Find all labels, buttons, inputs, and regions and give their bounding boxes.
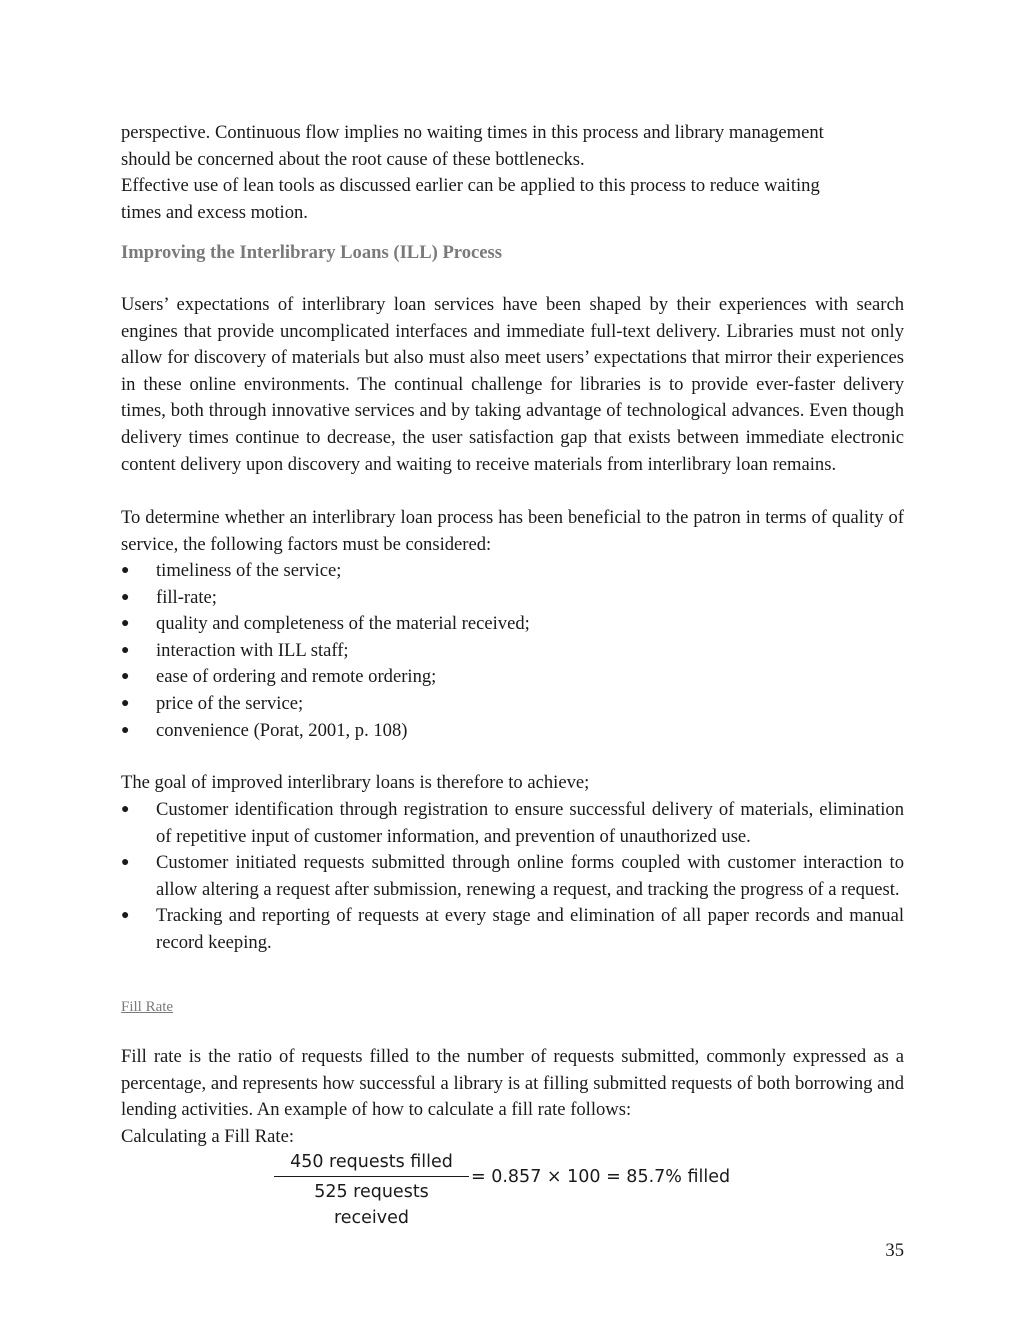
formula-denominator: 525 requests received	[314, 1182, 429, 1229]
intro-paragraph: Users’ expectations of interlibrary loan services have been shaped by their experiences with search engines that provide uncomplicated interfaces and immediate full-text delivery. Libraries must not only allow for discovery of materials but also must also meet users’ expectations that mirror their experiences in these online environments. The continual challenge for libraries is to provide ever-faster delivery times, both through innovative services and by taking advantage of technological advances. Even though delivery times continue to decrease, the user satisfaction gap that exists between immediate electronic content delivery upon discovery and waiting to receive materials from interlibrary loan remains.	[121, 294, 904, 475]
list-item: ● convenience (Porat, 2001, p. 108)	[121, 718, 904, 745]
factors-intro: To determine whether an interlibrary loan process has been beneficial to the patron in terms of quality of service, the following factors must be considered:	[121, 507, 904, 555]
bullet-icon: ●	[121, 563, 130, 578]
list-item: ● price of the service;	[121, 691, 904, 718]
top-paragraph-line: should be concerned about the root cause of these bottlenecks.	[121, 148, 585, 170]
top-paragraph-line: Effective use of lean tools as discussed earlier can be applied to this process to reduce waiting	[121, 175, 820, 197]
bullet-icon: ●	[121, 802, 130, 817]
list-item: ● fill-rate;	[121, 585, 904, 612]
list-item: ● Customer identification through registration to ensure successful delivery of materials, elimination of repetitive input of customer information, and prevention of unauthorized use.	[121, 799, 904, 847]
list-item: ● Customer initiated requests submitted through online forms coupled with customer interaction to allow altering a request after submission, renewing a request, and tracking the progress of a request.	[121, 852, 904, 900]
bullet-icon: ●	[121, 589, 130, 605]
bullet-icon: ●	[121, 722, 130, 738]
fill-rate-heading: Fill Rate	[121, 999, 174, 1015]
list-item: ● ease of ordering and remote ordering;	[121, 664, 904, 691]
goal-intro: The goal of improved interlibrary loans is therefore to achieve;	[121, 772, 590, 793]
fraction-bar	[274, 1176, 469, 1177]
fill-rate-paragraph: Fill rate is the ratio of requests filled to the number of requests submitted, commonly expressed as a percentage, and represents how successful a library is at filling submitted requests of both borrowing and lending activities. An example of how to calculate a fill rate follows:	[121, 1046, 904, 1121]
list-item: ● quality and completeness of the material received;	[121, 611, 904, 638]
list-item: ● interaction with ILL staff;	[121, 638, 904, 665]
top-paragraph-line: times and excess motion.	[121, 201, 308, 223]
bullet-icon: ●	[121, 855, 130, 871]
calc-label: Calculating a Fill Rate:	[121, 1126, 294, 1147]
top-paragraph	[121, 120, 904, 226]
factors-list	[121, 558, 904, 744]
bullet-icon: ●	[121, 642, 130, 658]
formula-result: = 0.857 × 100 = 85.7% filled	[471, 1167, 731, 1187]
bullet-icon: ●	[121, 669, 130, 685]
section-heading: Improving the Interlibrary Loans (ILL) Process	[121, 242, 502, 263]
goals-list	[121, 797, 904, 957]
bullet-icon: ●	[121, 616, 130, 632]
formula-fraction	[274, 1149, 469, 1231]
top-paragraph-line: perspective. Continuous flow implies no waiting times in this process and library management	[121, 122, 824, 143]
list-item: ● Tracking and reporting of requests at every stage and elimination of all paper records and manual record keeping.	[121, 905, 904, 953]
bullet-icon: ●	[121, 695, 130, 711]
formula-numerator: 450 requests filled	[290, 1152, 453, 1172]
list-item: ● timeliness of the service;	[121, 558, 904, 585]
bullet-icon: ●	[121, 908, 130, 924]
page-number: 35	[885, 1240, 904, 1261]
